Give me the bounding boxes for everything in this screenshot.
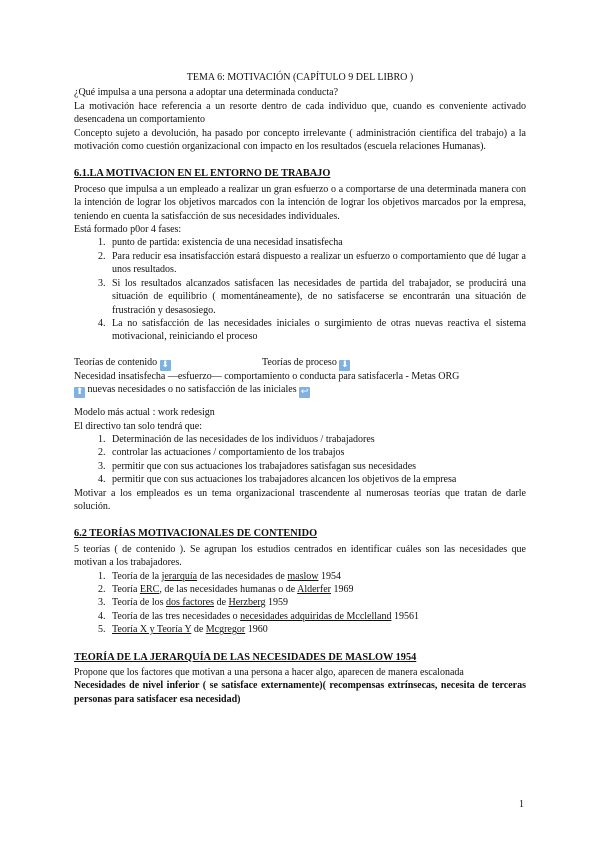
list-item: 1. Teoría de la jerarquía de las necesidades de maslow 1954 [108, 570, 526, 583]
list-item: 2. controlar las actuaciones / comportamiento de los trabajos [108, 446, 526, 459]
list-item: 2. Teoría ERC, de las necesidades humanas o de Alderfer 1969 [108, 583, 526, 596]
page-content [74, 71, 526, 706]
page-title: TEMA 6: MOTIVACIÓN (CAPÍTULO 9 DEL LIBRO ) [186, 72, 414, 83]
section1-closing: Motivar a los empleados es un tema organizacional trascendente al numerosas teorías que tratan de darle solución. [74, 487, 526, 512]
spacer [74, 398, 526, 406]
teorias-contenido-text: Teorías de contenido [74, 356, 158, 368]
motivation-chain: Necesidad insatisfecha —esfuerzo— comportamiento o conducta para satisfacerla - Metas ORG [74, 370, 460, 382]
section2-heading: 6.2 TEORÍAS MOTIVACIONALES DE CONTENIDO [74, 528, 318, 540]
list-item: 1. Determinación de las necesidades de los individuos / trabajadores [108, 433, 526, 446]
section1-paragraph: Proceso que impulsa a un empleado a realizar un gran esfuerzo o a comportarse de una determinada manera con la intención de lograr los objetivos marcados con la intención de lograr los objetivos marcados por la empresa, teniendo en cuenta la satisfacción de sus necesidades individuales. [74, 183, 526, 222]
list-item: 3. Teoría de los dos factores de Herzberg 1959 [108, 596, 526, 609]
down-arrow-icon: ⬇ [161, 359, 169, 370]
list-item: 4. Teoría de las tres necesidades o necesidades adquiridas de Mcclelland 19561 [108, 610, 526, 623]
motivation-chain-2 [74, 383, 526, 398]
list-item: 5. Teoría X y Teoría Y de Mcgregor 1960 [108, 623, 526, 636]
list-item: 2. Para reducir esa insatisfacción estará dispuesto a realizar un esfuerzo o comportamiento que dé lugar a unos resultados. [108, 250, 526, 277]
list-item: 4. La no satisfacción de las necesidades iniciales o surgimiento de otras nuevas reactiva el sistema motivacional, reiniciando el proceso [108, 317, 526, 344]
phases-label: Está formado p0or 4 fases: [74, 224, 182, 236]
section2-paragraph: 5 teorías ( de contenido ). Se agrupan los estudios centrados en identificar cuáles son las necesidades que motivan a los trabajadores. [74, 543, 526, 569]
directivo-line: El directivo tan solo tendrá que: [74, 420, 203, 432]
section3-heading: TEORÍA DE LA JERARQUÍA DE LAS NECESIDADES DE MASLOW 1954 [74, 651, 417, 663]
intro-question: ¿Qué impulsa a una persona a adoptar una determinada conducta? [74, 87, 339, 99]
down-arrow-icon: ⬇ [341, 359, 349, 370]
section1-heading: 6.1.LA MOTIVACION EN EL ENTORNO DE TRABAJO [74, 168, 331, 180]
model-line: Modelo más actual : work redesign [74, 407, 215, 419]
list-item: 4. permitir que con sus actuaciones los trabajadores alcancen los objetivos de la empresa [108, 473, 526, 486]
teorias-contenido-label [74, 356, 171, 371]
chain2-text: nuevas necesidades o no satisfacción de las iniciales [87, 384, 297, 396]
theories-list [74, 570, 526, 637]
phases-list [74, 236, 526, 343]
page-number: 1 [519, 799, 524, 810]
list-item: 1. punto de partida: existencia de una necesidad insatisfecha [108, 236, 526, 249]
theories-row [74, 356, 526, 370]
list-item: 3. Si los resultados alcanzados satisfacen las necesidades de partida del trabajador, se producirá una situación de equilibrio ( momentáneamente), de no satisfacerse se encontrarán una situación de frustración y desasosiego. [108, 277, 526, 317]
up-arrow-icon: ⬆ [75, 387, 84, 398]
intro-concept: Concepto sujeto a devolución, ha pasado por concepto irrelevante ( administración científica del trabajo) a la motivación como cuestión organizacional con impacto en los resultados (escuela relaciones Humanas). [74, 127, 526, 153]
teorias-proceso-text: Teorías de proceso [262, 356, 337, 368]
tasks-list [74, 433, 526, 487]
cycle-arrow-icon: ↩ [300, 387, 309, 398]
teorias-proceso-label [262, 356, 350, 371]
spacer [74, 344, 526, 356]
list-item: 3. permitir que con sus actuaciones los trabajadores satisfagan sus necesidades [108, 460, 526, 473]
section3-bold: Necesidades de nivel inferior ( se satisface externamente)( recompensas extrínsecas, necesita de terceras personas para satisfacer esa necesidad) [74, 680, 526, 705]
intro-definition: La motivación hace referencia a un resorte dentro de cada individuo que, cuando es conveniente activado desencadena un comportamiento [74, 100, 526, 126]
section3-paragraph: Propone que los factores que motivan a una persona a hacer algo, aparecen de manera escalonada [74, 667, 464, 679]
